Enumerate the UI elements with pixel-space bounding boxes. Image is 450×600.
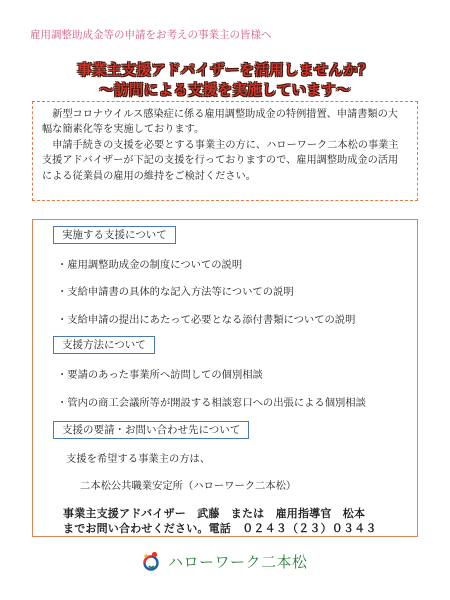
list-item: ・雇用調整助成金の制度についての説明: [57, 259, 243, 271]
list-item: ・支給申請書の具体的な記入方法等についての説明: [57, 286, 294, 298]
headline-sub: ～訪問による支援を実施しています～: [99, 83, 351, 99]
list-item: ・管内の商工会議所等が開設する相談窓口への出張による個別相談: [57, 397, 366, 409]
section-title-contact: 支援の要請・お問い合わせ先について: [53, 421, 249, 439]
footer-logo: [140, 550, 308, 572]
section-title-method: 支援方法について: [53, 336, 155, 354]
hellowork-logo-icon: [140, 550, 162, 572]
intro-box: [32, 101, 418, 201]
headline-main: 事業主支援アドバイザーを活用しませんか？: [77, 63, 373, 79]
main-box: [32, 219, 418, 537]
header-lead: 雇用調整助成金等の申請をお考えの事業主の皆様へ: [30, 29, 272, 41]
intro-paragraph-2: 申請手続きの支援を必要とする事業主の方に、ハローワーク二本松の事業主支援アドバイザーが下記の支援を行っておりますので、雇用調整助成金の活用による従業員の雇用の維持をご検討ください。: [42, 139, 399, 182]
contact-line-2: 二本松公共職業安定所（ハローワーク二本松）: [80, 480, 297, 492]
section-title-support: 実施する支援について: [53, 226, 176, 244]
intro-paragraph-1: 新型コロナウイルス感染症に係る雇用調整助成金の特例措置、申請書類の大幅な簡素化等を実施しております。: [42, 109, 398, 136]
contact-phone: までお問い合わせください。電話 ０２４３（２３）０３４３: [63, 522, 377, 535]
contact-line-1: 支援を希望する事業主の方は、: [66, 453, 211, 465]
list-item: ・要請のあった事業所へ訪問しての個別相談: [57, 369, 263, 381]
logo-text: ハローワーク二本松: [168, 552, 308, 571]
contact-advisor: 事業主支援アドバイザー 武藤 または 雇用指導官 松本: [63, 507, 366, 520]
list-item: ・支給申請の提出にあたって必要となる添付書類についての説明: [57, 314, 356, 326]
